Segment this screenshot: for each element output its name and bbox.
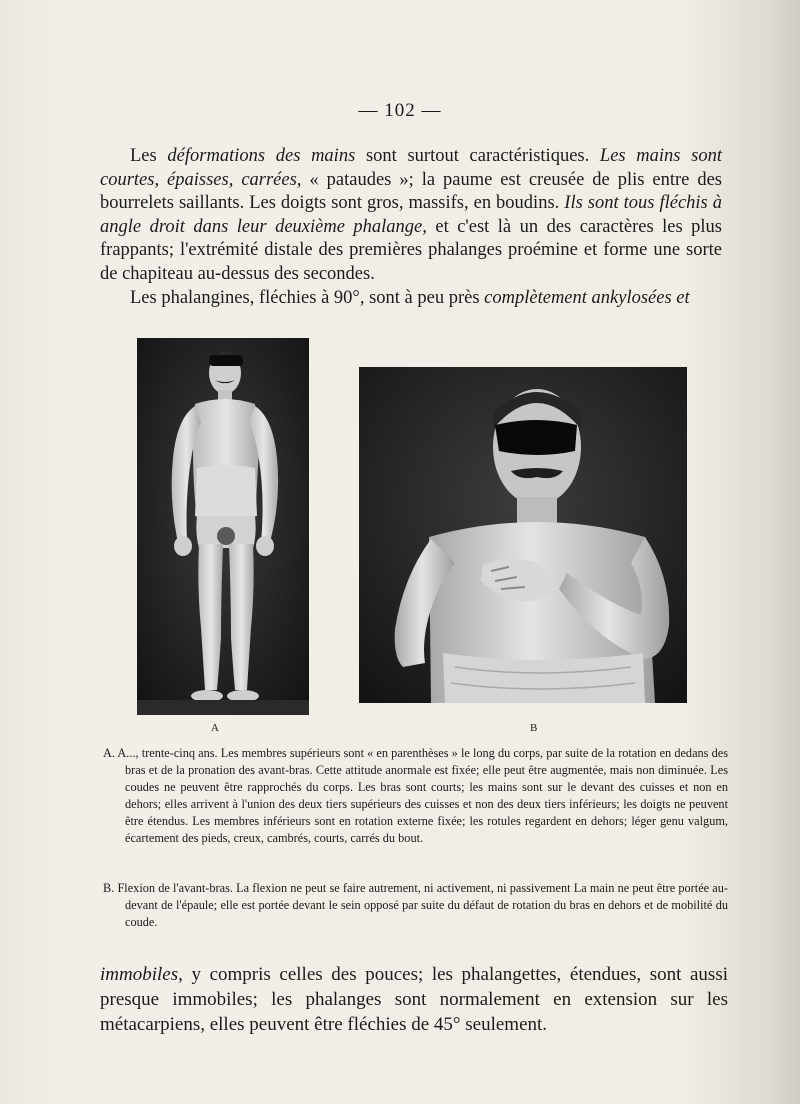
- italic-run: Les mains sont courtes, épaisses, carrées,: [100, 146, 723, 190]
- text-run: et c'est là un des caractères les plus frappants; l'extrémité distale des premières phalanges proémine et forme une sorte de chapiteau au-dessus des secondes.: [100, 216, 722, 284]
- italic-run: Ils sont tous fléchis à angle droit dans leur deuxième phalange,: [100, 193, 722, 237]
- text-block-top: [100, 145, 722, 310]
- paragraph-immobiles: [100, 962, 728, 1037]
- photo-b-upper-body: [359, 367, 687, 703]
- italic-run: immobiles,: [100, 964, 183, 985]
- italic-run: déformations des mains: [167, 146, 356, 166]
- text-run: y compris celles des pouces; les phalangettes, étendues, sont aussi presque immobiles; les phalanges sont normalement en extension sur les métacarpiens, elles peuvent être fléchies de 45° seulement.: [100, 964, 728, 1035]
- italic-run: complètement ankylosées et: [484, 287, 690, 308]
- text-block-bottom: [100, 962, 728, 1037]
- page-number: — 102 —: [358, 100, 442, 121]
- text-run: « pataudes »; la paume est creusée de plis entre des bourrelets saillants. Les doigts sont gros, massifs, en boudins.: [100, 169, 723, 214]
- caption-a-text: A. A..., trente-cinq ans. Les membres supérieurs sont « en parenthèses » le long du corps, par suite de la rotation en dedans des bras et de la pronation des avant-bras. Cette attitude anormale est fixée; elle peut être augmentée, mais non diminuée. Les coudes ne peuvent être rapprochés du corps. Les bras sont courts; les mains sont sur le devant des cuisses et non en dehors; elles arrivent à l'union des deux tiers supérieurs des cuisses et non des deux tiers inférieurs; les doigts ne peuvent être étendus. Les membres inférieurs sont en rotation externe fixée; les rotules regardent en dehors; léger genu valgum, écartement des pieds, creux, cambrés, courts, carrés du bout.: [103, 746, 728, 845]
- caption-a: [103, 745, 728, 846]
- standing-figure-illustration: [137, 338, 309, 715]
- photo-a-full-body: [137, 338, 309, 715]
- text-run: sont surtout caractéristiques.: [355, 146, 600, 166]
- paragraph-hands: [100, 145, 722, 287]
- upper-body-figure-illustration: [359, 367, 687, 703]
- paragraph-phalangines: [100, 287, 722, 311]
- text-run: Les: [130, 146, 168, 166]
- text-run: Les phalangines, fléchies à 90°, sont à peu près: [130, 287, 485, 308]
- figure-label-a: A: [211, 722, 220, 734]
- caption-b-text: B. Flexion de l'avant-bras. La flexion ne peut se faire autrement, ni activement, ni passivement La main ne peut être portée au-devant de l'épaule; elle est portée devant le sein opposé par suite du défaut de rotation du bras en dehors et de mobilité du coude.: [103, 881, 728, 929]
- figure-label-b: B: [530, 722, 539, 734]
- caption-b: [103, 880, 728, 931]
